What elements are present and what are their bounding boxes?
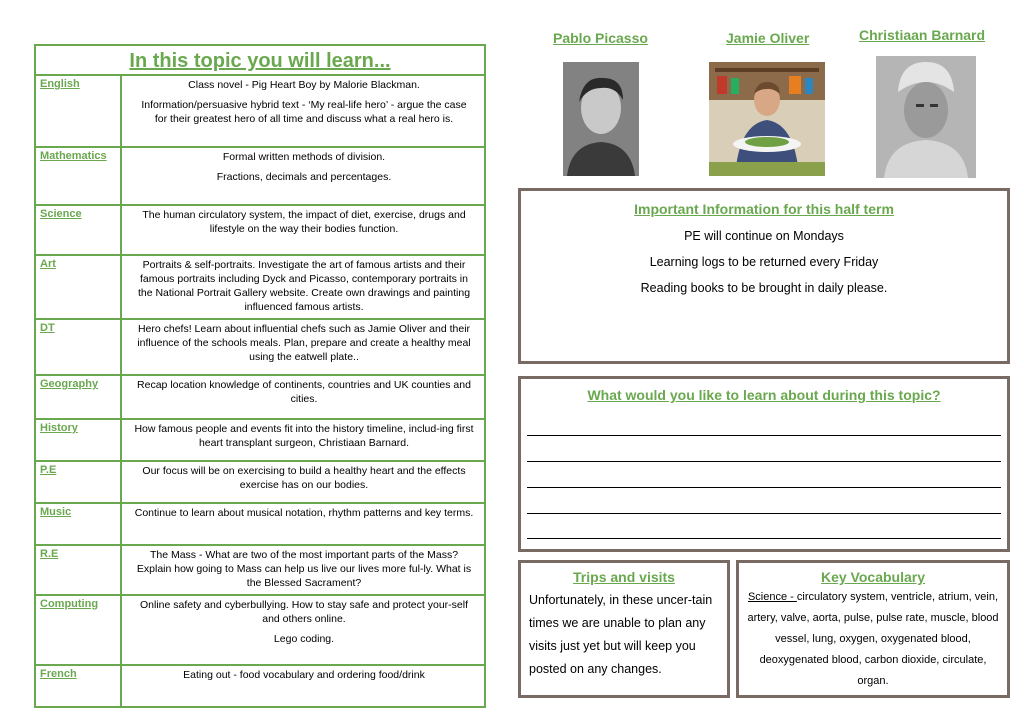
row-text: Eating out - food vocabulary and ordering food/drink bbox=[183, 669, 425, 681]
subject-label: Computing bbox=[36, 596, 122, 664]
vocab-title: Key Vocabulary bbox=[820, 569, 925, 585]
info-line: PE will continue on Mondays bbox=[684, 229, 844, 243]
trips-title: Trips and visits bbox=[573, 569, 675, 585]
subject-label: History bbox=[36, 420, 122, 460]
oliver-portrait-image bbox=[709, 62, 825, 176]
portrait-name-picasso: Pablo Picasso bbox=[553, 30, 648, 46]
topic-row-computing bbox=[36, 594, 484, 664]
row-text: Class novel - Pig Heart Boy by Malorie Blackman. bbox=[188, 79, 420, 91]
learn-about-title: What would you like to learn about during this topic? bbox=[587, 387, 941, 403]
row-text: Recap location knowledge of continents, countries and UK counties and cities. bbox=[137, 379, 471, 405]
info-line: Learning logs to be returned every Friday bbox=[649, 255, 879, 269]
writing-line[interactable] bbox=[527, 513, 1001, 514]
picasso-portrait-image bbox=[563, 62, 639, 176]
writing-line[interactable] bbox=[527, 487, 1001, 488]
subject-label: English bbox=[36, 76, 122, 146]
row-text: Fractions, decimals and percentages. bbox=[216, 171, 392, 183]
topic-row-music bbox=[36, 502, 484, 544]
subject-label: French bbox=[36, 666, 122, 706]
topic-table bbox=[34, 44, 486, 708]
vocab-words: circulatory system, ventricle, atrium, vein, artery, valve, aorta, pulse, pulse rate, muscle, blood vessel, lung, oxygen, oxygenated blood, deoxygenated blood, carbon dioxide, circulate, organ. bbox=[747, 591, 999, 687]
subject-label: P.E bbox=[36, 462, 122, 502]
subject-label: R.E bbox=[36, 546, 122, 594]
topic-row-pe bbox=[36, 460, 484, 502]
topic-row-art bbox=[36, 254, 484, 318]
subject-label: Mathematics bbox=[36, 148, 122, 204]
row-text: Lego coding. bbox=[273, 633, 335, 645]
topic-row-geography bbox=[36, 374, 484, 418]
trips-text: Unfortunately, in these uncer-tain times we are unable to plan any visits just yet but will keep you posted on any changes. bbox=[529, 593, 713, 676]
row-text: Formal written methods of division. bbox=[222, 151, 386, 163]
learn-about-box bbox=[518, 376, 1010, 552]
topic-row-dt bbox=[36, 318, 484, 374]
portrait-name-oliver: Jamie Oliver bbox=[726, 30, 810, 46]
row-text: Portraits & self-portraits. Investigate the art of famous artists and their famous portraits including Dyck and Picasso, contemporary portraits in the National Portrait Gallery website. Create own drawings and painting influenced famous artists. bbox=[137, 259, 471, 313]
topic-row-science bbox=[36, 204, 484, 254]
info-line: Reading books to be brought in daily please. bbox=[640, 281, 888, 295]
important-info-box bbox=[518, 188, 1010, 364]
subject-label: DT bbox=[36, 320, 122, 374]
row-text: Our focus will be on exercising to build a healthy heart and the effects exercise has on our bodies. bbox=[142, 465, 466, 491]
topic-row-mathematics bbox=[36, 146, 484, 204]
writing-line[interactable] bbox=[527, 435, 1001, 436]
writing-line[interactable] bbox=[527, 461, 1001, 462]
row-text: Continue to learn about musical notation, rhythm patterns and key terms. bbox=[134, 507, 474, 519]
row-text: Information/persuasive hybrid text - ‘My real-life hero’ - argue the case for their greatest hero of all time and discuss what a real hero is. bbox=[141, 99, 467, 125]
row-text: The Mass - What are two of the most important parts of the Mass? Explain how going to Mass can help us live our lives more ful-ly. What is the Blessed Sacrament? bbox=[136, 549, 472, 589]
vocab-lead: Science - bbox=[747, 591, 797, 603]
row-text: Hero chefs! Learn about influential chefs such as Jamie Oliver and their influence of the schools meals. Plan, prepare and create a healthy meal using the eatwell plate.. bbox=[137, 323, 471, 363]
subject-label: Art bbox=[36, 256, 122, 318]
trips-box bbox=[518, 560, 730, 698]
topic-row-re bbox=[36, 544, 484, 594]
row-text: The human circulatory system, the impact of diet, exercise, drugs and lifestyle on the way their bodies function. bbox=[142, 209, 466, 235]
topic-row-french bbox=[36, 664, 484, 706]
barnard-portrait-image bbox=[876, 56, 976, 178]
topic-row-history bbox=[36, 418, 484, 460]
vocab-text bbox=[739, 585, 1007, 694]
subject-label: Music bbox=[36, 504, 122, 544]
subject-label: Science bbox=[36, 206, 122, 254]
subject-label: Geography bbox=[36, 376, 122, 418]
row-text: How famous people and events fit into the history timeline, includ-ing first heart transplant surgeon, Christiaan Barnard. bbox=[134, 423, 474, 449]
vocab-box bbox=[736, 560, 1010, 698]
topic-row-english bbox=[36, 74, 484, 146]
row-text: Online safety and cyberbullying. How to stay safe and protect your-self and others online. bbox=[139, 599, 468, 625]
important-info-title: Important Information for this half term bbox=[634, 201, 894, 217]
writing-line[interactable] bbox=[527, 538, 1001, 539]
topic-title: In this topic you will learn... bbox=[36, 46, 484, 76]
portrait-name-barnard: Christiaan Barnard bbox=[859, 27, 986, 43]
